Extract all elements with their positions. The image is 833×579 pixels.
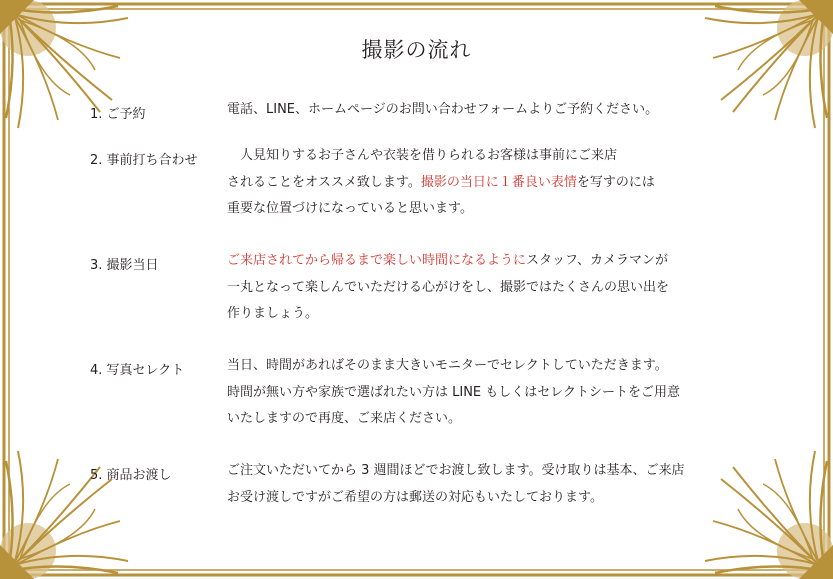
description-line <box>227 97 658 124</box>
highlighted-text: 撮影の当日に１番良い表情 <box>420 174 577 190</box>
text-segment: 当日、時間があればそのまま大きいモニターでセレクトしていただきます。 <box>227 358 668 373</box>
step-description <box>227 458 685 511</box>
step-description <box>227 143 655 223</box>
step-label: 5. 商品お渡し <box>90 468 172 483</box>
description-line <box>227 458 685 485</box>
page-title: 撮影の流れ <box>361 38 472 62</box>
description-line <box>227 301 669 328</box>
highlighted-text: ご来店されてから帰るまで楽しい時間になるように <box>227 253 527 268</box>
corner-ornament-bottom-right <box>705 451 833 579</box>
step-label: 2. 事前打ち合わせ <box>90 153 198 168</box>
corner-ornament-top-right <box>705 0 833 128</box>
description-line <box>227 380 680 407</box>
description-line <box>227 485 685 512</box>
text-segment: いたしますので再度、ご来店ください。 <box>227 411 462 426</box>
text-segment: 人見知りするお子さんや衣装を借りられるお客様は事前にご来店 <box>227 148 618 163</box>
description-line <box>227 196 655 223</box>
text-segment: 重要な位置づけになっていると思います。 <box>227 201 473 216</box>
description-line <box>227 248 669 275</box>
description-line <box>227 353 680 380</box>
description-line <box>227 406 680 433</box>
step-description <box>227 248 669 328</box>
text-segment: ご注文いただいてから 3 週間ほどでお渡し致します。受け取りは基本、ご来店 <box>227 463 685 478</box>
text-segment: されることをオススメ致します。 <box>227 174 421 190</box>
description-line <box>227 170 655 197</box>
text-segment: スタッフ、カメラマンが <box>526 253 668 268</box>
step-description <box>227 353 680 433</box>
text-segment: お受け渡しですがご希望の方は郵送の対応もいたしております。 <box>227 489 603 505</box>
text-segment: 作りましょう。 <box>227 306 319 321</box>
text-segment: 一丸となって楽しんでいただける心がけをし、撮影ではたくさんの思い出を <box>227 279 670 295</box>
description-line <box>227 275 669 302</box>
text-segment: 電話、LINE、ホームページのお問い合わせフォームよりご予約ください。 <box>227 102 659 117</box>
step-label: 3. 撮影当日 <box>90 258 159 273</box>
step-label: 4. 写真セレクト <box>90 363 185 378</box>
text-segment: 時間が無い方や家族で選ばれたい方は LINE もしくはセレクトシートをご用意 <box>227 384 681 400</box>
step-label: 1. ご予約 <box>90 107 146 122</box>
description-line <box>227 143 655 170</box>
text-segment: を写すのには <box>576 174 655 190</box>
step-description <box>227 97 658 124</box>
